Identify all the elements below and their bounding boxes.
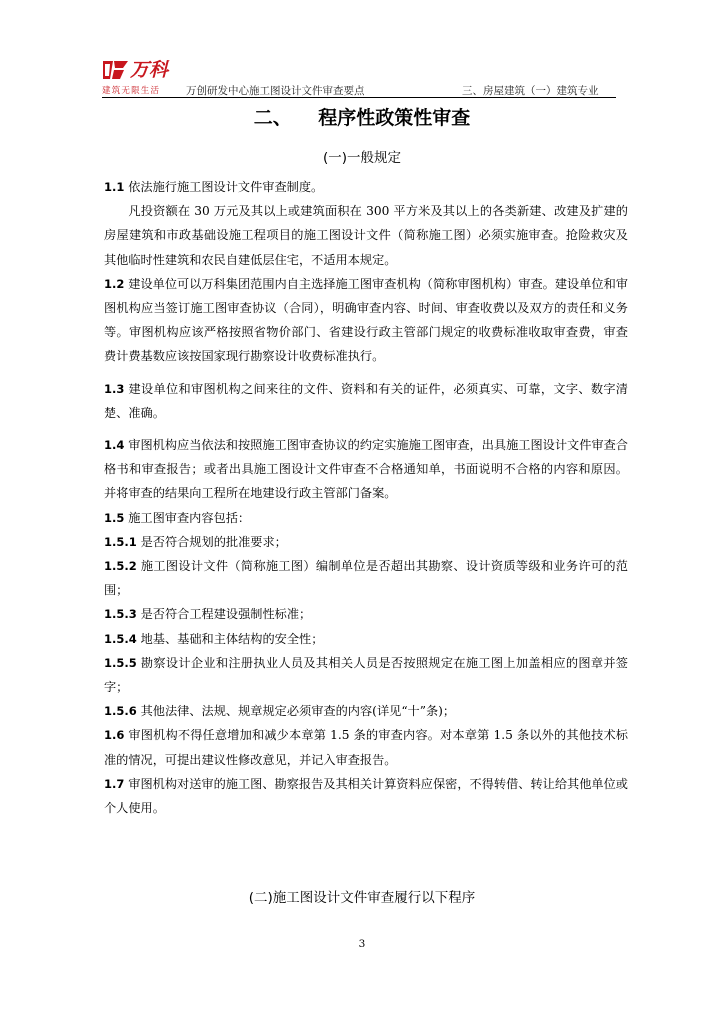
- header-section-label: 三、房屋建筑（一）建筑专业: [462, 85, 599, 97]
- paragraph: 1.7 审图机构对送审的施工图、勘察报告及其相关计算资料应保密，不得转借、转让给其他单位或个人使用。: [104, 776, 628, 816]
- header-document-title: 万创研发中心施工图设计文件审查要点: [186, 85, 365, 97]
- paragraph: 1.1 依法施行施工图设计文件审查制度。: [104, 180, 324, 194]
- section-title: 二、 程序性政策性审查: [253, 107, 471, 129]
- paragraph: 1.5.4 地基、基础和主体结构的安全性；: [104, 631, 324, 646]
- paragraph: 1.5.1 是否符合规划的批准要求；: [104, 534, 287, 549]
- paragraph: 1.4 审图机构应当依法和按照施工图审查协议的约定实施施工图审查，出具施工图设计文件审查合格书和审查报告；或者出具施工图设计文件审查不合格通知单，书面说明不合格的内容和原因。并将审查的结果向工程所在地建设行政主管部门备案。: [104, 438, 628, 501]
- paragraph: 1.5 施工图审查内容包括：: [104, 510, 251, 525]
- vanke-logo-icon: [102, 59, 130, 81]
- paragraph: 1.5.2 施工图设计文件（简称施工图）编制单位是否超出其勘察、设计资质等级和业务许可的范围；: [104, 559, 628, 598]
- paragraph: 1.5.3 是否符合工程建设强制性标准；: [104, 607, 312, 622]
- subsection-title-procedure: (二)施工图设计文件审查履行以下程序: [248, 890, 476, 906]
- brand-name: 万科: [130, 59, 169, 81]
- brand-slogan: 建筑无限生活: [102, 86, 161, 96]
- page-number: 3: [358, 938, 366, 950]
- paragraph: 1.6 审图机构不得任意增加和减少本章第 1.5 条的审查内容。对本章第 1.5 条以外的其他技术标准的情况，可提出建议性修改意见，并记入审查报告。: [104, 728, 628, 767]
- paragraph: 1.5.5 勘察设计企业和注册执业人员及其相关人员是否按照规定在施工图上加盖相应的图章并签字；: [104, 655, 628, 695]
- paragraph: 1.5.6 其他法律、法规、规章规定必须审查的内容(详见“十”条)；: [104, 704, 456, 719]
- header-divider: [102, 97, 616, 98]
- paragraph: 1.2 建设单位可以万科集团范围内自主选择施工图审查机构（简称审图机构）审查。建设单位和审图机构应当签订施工图审查协议（合同），明确审查内容、时间、审查收费以及双方的责任和义务等。审图机构应该严格按照省物价部门、省建设行政主管部门规定的收费标准收取审查费，审查费计费基数应该按国家现行勘察设计收费标准执行。: [104, 276, 628, 364]
- subsection-title-general: (一)一般规定: [322, 150, 402, 166]
- paragraph: 1.3 建设单位和审图机构之间来往的文件、资料和有关的证件，必须真实、可靠，文字、数字清楚、准确。: [104, 381, 628, 420]
- paragraph: 凡投资额在 30 万元及其以上或建筑面积在 300 平方米及其以上的各类新建、改建及扩建的房屋建筑和市政基础设施工程项目的施工图设计文件（简称施工图）必须实施审查。抢险救灾及其他临时性建筑和农民自建低层住宅，不适用本规定。: [104, 204, 628, 267]
- document-body: [104, 175, 628, 820]
